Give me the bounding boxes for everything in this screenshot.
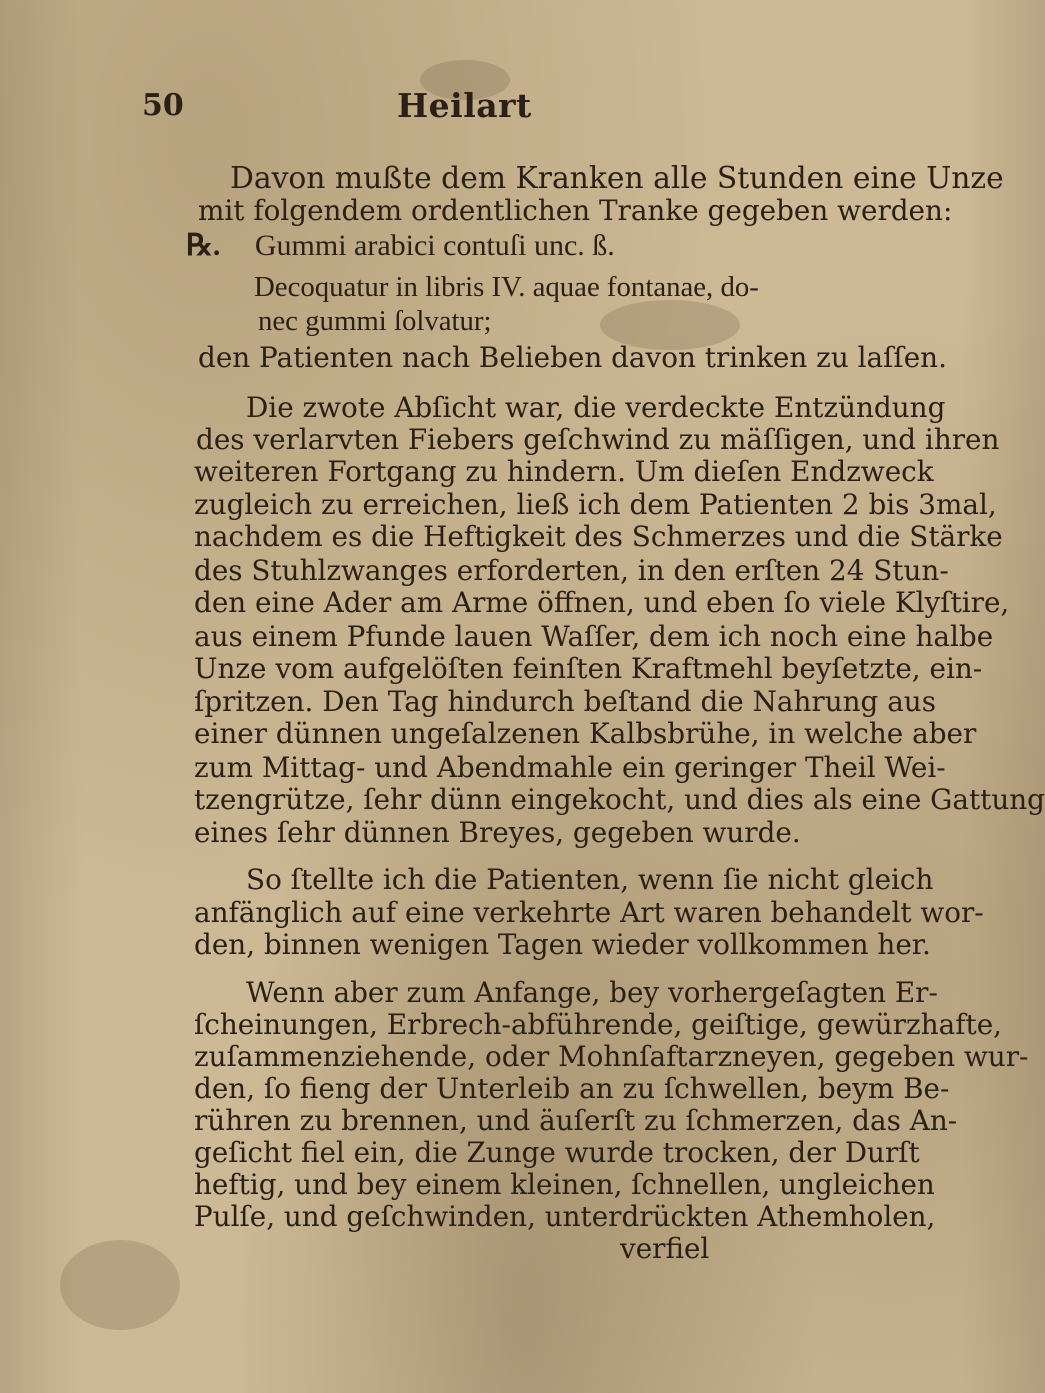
text-line: weiteren Fortgang zu hindern. Um dieſen Endzweck bbox=[194, 454, 934, 488]
text-line: ſcheinungen, Erbrech-abführende, geiſtige, gewürzhafte, bbox=[194, 1008, 1003, 1042]
text-line: tzengrütze, ſehr dünn eingekocht, und dies als eine Gattung bbox=[194, 782, 1045, 816]
text-line: anfänglich auf eine verkehrte Art waren behandelt wor- bbox=[194, 896, 984, 930]
page-header bbox=[142, 86, 702, 130]
text-line: Die zwote Abſicht war, die verdeckte Entzündung bbox=[246, 390, 946, 424]
text-line: den, binnen wenigen Tagen wieder vollkommen her. bbox=[194, 928, 931, 962]
text-line: den, ſo fieng der Unterleib an zu ſchwellen, beym Be- bbox=[194, 1072, 950, 1106]
text-line: zugleich zu erreichen, ließ ich dem Patienten 2 bis 3mal, bbox=[194, 488, 997, 522]
text-line: Unze vom aufgelöſten feinſten Kraftmehl beyſetzte, ein- bbox=[194, 651, 983, 685]
text-line: geſicht fiel ein, die Zunge wurde trocken, der Durſt bbox=[194, 1136, 920, 1170]
text-line: So ſtellte ich die Patienten, wenn ſie nicht gleich bbox=[246, 862, 934, 896]
text-line: Davon mußte dem Kranken alle Stunden eine Unze bbox=[230, 161, 1004, 196]
text-line: nachdem es die Heftigkeit des Schmerzes und die Stärke bbox=[194, 520, 1003, 554]
running-head: Heilart bbox=[397, 86, 532, 125]
text-line: zum Mittag- und Abendmahle ein geringer Theil Wei- bbox=[194, 750, 946, 784]
text-line: ſpritzen. Den Tag hindurch beſtand die Nahrung aus bbox=[194, 685, 937, 719]
page-number: 50 bbox=[142, 88, 184, 123]
text-line: Pulſe, und geſchwinden, unterdrückten Athemholen, bbox=[194, 1200, 936, 1234]
text-line: zuſammenziehende, oder Mohnſaftarzneyen, gegeben wur- bbox=[194, 1040, 1029, 1074]
text-line: mit folgendem ordentlichen Tranke gegeben werden: bbox=[198, 194, 953, 227]
text-line: des Stuhlzwanges erforderten, in den erſten 24 Stun- bbox=[194, 554, 949, 587]
text-line: des verlarvten Fiebers geſchwind zu mäſſigen, und ihren bbox=[196, 422, 1000, 456]
recipe-line: nec gummi ſolvatur; bbox=[258, 304, 492, 337]
text-line: den Patienten nach Belieben davon trinken zu laſſen. bbox=[198, 341, 947, 375]
text-line: rühren zu brennen, und äuſerſt zu ſchmerzen, das An- bbox=[194, 1104, 958, 1138]
recipe-ingredient: Gummi arabici contuſi unc. ß. bbox=[254, 229, 615, 263]
text-line: einer dünnen ungeſalzenen Kalbsbrühe, in welche aber bbox=[194, 717, 977, 751]
recipe-sign: ℞. bbox=[186, 229, 221, 263]
text-line: den eine Ader am Arme öffnen, und eben ſo viele Klyſtire, bbox=[194, 586, 1010, 619]
text-line: eines ſehr dünnen Breyes, gegeben wurde. bbox=[194, 816, 801, 850]
paper-stain bbox=[60, 1240, 180, 1330]
text-line: Wenn aber zum Anfange, bey vorhergeſagten Er- bbox=[246, 976, 938, 1010]
recipe-line: Decoquatur in libris IV. aquae fontanae, do- bbox=[254, 271, 759, 303]
text-line: aus einem Pfunde lauen Waſſer, dem ich noch eine halbe bbox=[194, 619, 994, 653]
catchword: verfiel bbox=[620, 1232, 710, 1266]
recipe-line bbox=[186, 227, 615, 265]
text-line: heftig, und bey einem kleinen, ſchnellen, ungleichen bbox=[194, 1168, 935, 1202]
